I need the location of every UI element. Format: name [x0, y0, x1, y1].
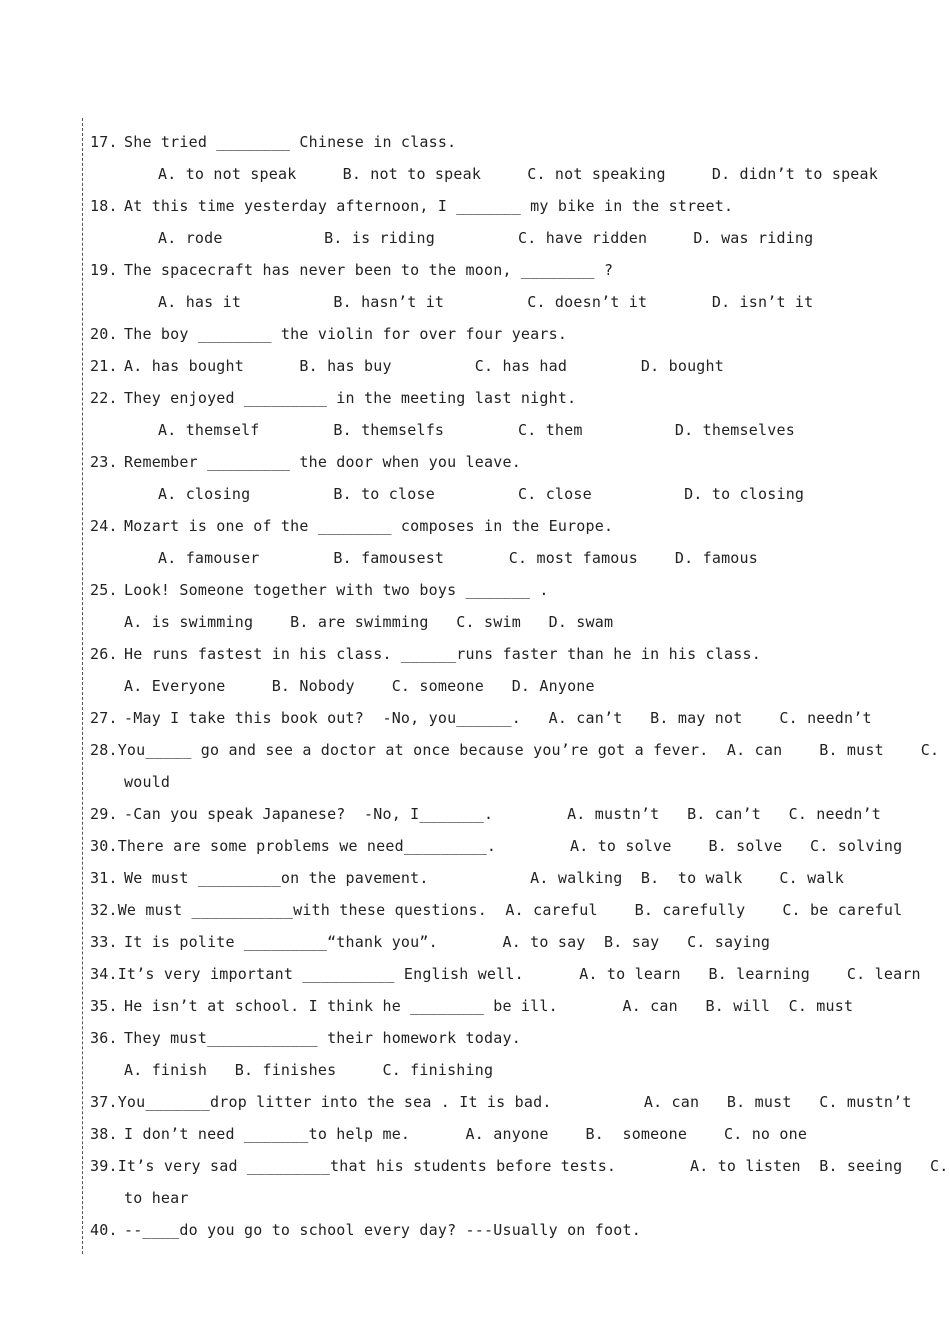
question-text: Remember _________ the door when you leave. [124, 453, 521, 471]
question-text: It is polite _________“thank you”. A. to say B. say C. saying [124, 933, 771, 951]
question-number: 27. [90, 709, 118, 727]
question-number: 21. [90, 357, 118, 375]
question-number: 28. [90, 741, 118, 759]
question-number: 18. [90, 197, 118, 215]
options-19: A. has it B. hasn’t it C. doesn’t it D. isn’t it [158, 293, 814, 311]
question-number: 33. [90, 933, 118, 951]
question-34 [90, 962, 921, 994]
question-number: 29. [90, 805, 118, 823]
options-17: A. to not speak B. not to speak C. not speaking D. didn’t to speak [158, 165, 878, 183]
question-number: 22. [90, 389, 118, 407]
question-number: 32. [90, 901, 118, 919]
question-number: 23. [90, 453, 118, 471]
question-number: 17. [90, 133, 118, 151]
question-30 [90, 834, 903, 866]
question-29 [90, 802, 890, 834]
options-25: A. is swimming B. are swimming C. swim D. swam [124, 613, 614, 631]
question-text: It’s very sad _________that his students before tests. A. to listen B. seeing C. [117, 1157, 949, 1175]
question-text: She tried ________ Chinese in class. [124, 133, 457, 151]
question-22 [90, 386, 890, 418]
question-26 [90, 642, 890, 674]
question-19 [90, 258, 890, 290]
options-23: A. closing B. to close C. close D. to closing [158, 485, 805, 503]
question-37 [90, 1090, 912, 1122]
question-31 [90, 866, 890, 898]
question-sheet [90, 130, 949, 1250]
question-35 [90, 994, 890, 1026]
question-text: They enjoyed _________ in the meeting last night. [124, 389, 577, 407]
question-text: A. has bought B. has buy C. has had D. bought [124, 357, 724, 375]
question-text: Mozart is one of the ________ composes in the Europe. [124, 517, 614, 535]
question-number: 36. [90, 1029, 118, 1047]
question-text: At this time yesterday afternoon, I _______ my bike in the street. [124, 197, 734, 215]
question-39 [90, 1154, 949, 1186]
question-40 [90, 1218, 890, 1250]
question-number: 31. [90, 869, 118, 887]
question-27 [90, 706, 890, 738]
question-28-continued: would [124, 773, 171, 791]
question-24 [90, 514, 890, 546]
question-32 [90, 898, 903, 930]
question-number: 37. [90, 1093, 118, 1111]
question-39-continued: to hear [124, 1189, 189, 1207]
question-text: We must _________on the pavement. A. walking B. to walk C. walk [124, 869, 844, 887]
question-21 [90, 354, 890, 386]
question-number: 20. [90, 325, 118, 343]
question-17 [90, 130, 890, 162]
question-text: He isn’t at school. I think he ________ be ill. A. can B. will C. must [124, 997, 854, 1015]
question-text: They must____________ their homework today. [124, 1029, 521, 1047]
options-24: A. famouser B. famousest C. most famous D. famous [158, 549, 758, 567]
question-number: 34. [90, 965, 118, 983]
question-number: 39. [90, 1157, 118, 1175]
options-26: A. Everyone B. Nobody C. someone D. Anyone [124, 677, 595, 695]
question-text: I don’t need _______to help me. A. anyone B. someone C. no one [124, 1125, 808, 1143]
question-number: 40. [90, 1221, 118, 1239]
question-text: You_______drop litter into the sea . It is bad. A. can B. must C. mustn’t [117, 1093, 912, 1111]
question-25 [90, 578, 890, 610]
question-28 [90, 738, 940, 770]
options-36: A. finish B. finishes C. finishing [124, 1061, 494, 1079]
options-18: A. rode B. is riding C. have ridden D. was riding [158, 229, 814, 247]
question-text: He runs fastest in his class. ______runs faster than he in his class. [124, 645, 761, 663]
question-number: 19. [90, 261, 118, 279]
question-text: -Can you speak Japanese? -No, I_______. A. mustn’t B. can’t C. needn’t [124, 805, 881, 823]
question-36 [90, 1026, 890, 1058]
question-text: You_____ go and see a doctor at once because you’re got a fever. A. can B. must C. [117, 741, 940, 759]
question-text: We must ___________with these questions. A. careful B. carefully C. be careful [117, 901, 903, 919]
question-number: 26. [90, 645, 118, 663]
question-text: --____do you go to school every day? ---Usually on foot. [124, 1221, 641, 1239]
question-23 [90, 450, 890, 482]
question-text: The boy ________ the violin for over four years. [124, 325, 568, 343]
question-text: There are some problems we need_________. A. to solve B. solve C. solving [117, 837, 903, 855]
options-22: A. themself B. themselfs C. them D. themselves [158, 421, 795, 439]
question-text: It’s very important __________ English well. A. to learn B. learning C. learn [117, 965, 921, 983]
question-number: 25. [90, 581, 118, 599]
question-20 [90, 322, 890, 354]
question-number: 35. [90, 997, 118, 1015]
question-18 [90, 194, 890, 226]
question-number: 24. [90, 517, 118, 535]
question-number: 30. [90, 837, 118, 855]
question-33 [90, 930, 890, 962]
question-number: 38. [90, 1125, 118, 1143]
margin-rule [82, 118, 83, 1254]
question-text: Look! Someone together with two boys _______ . [124, 581, 549, 599]
question-text: -May I take this book out? -No, you______. A. can’t B. may not C. needn’t [124, 709, 872, 727]
question-text: The spacecraft has never been to the moon, ________ ? [124, 261, 614, 279]
question-38 [90, 1122, 890, 1154]
